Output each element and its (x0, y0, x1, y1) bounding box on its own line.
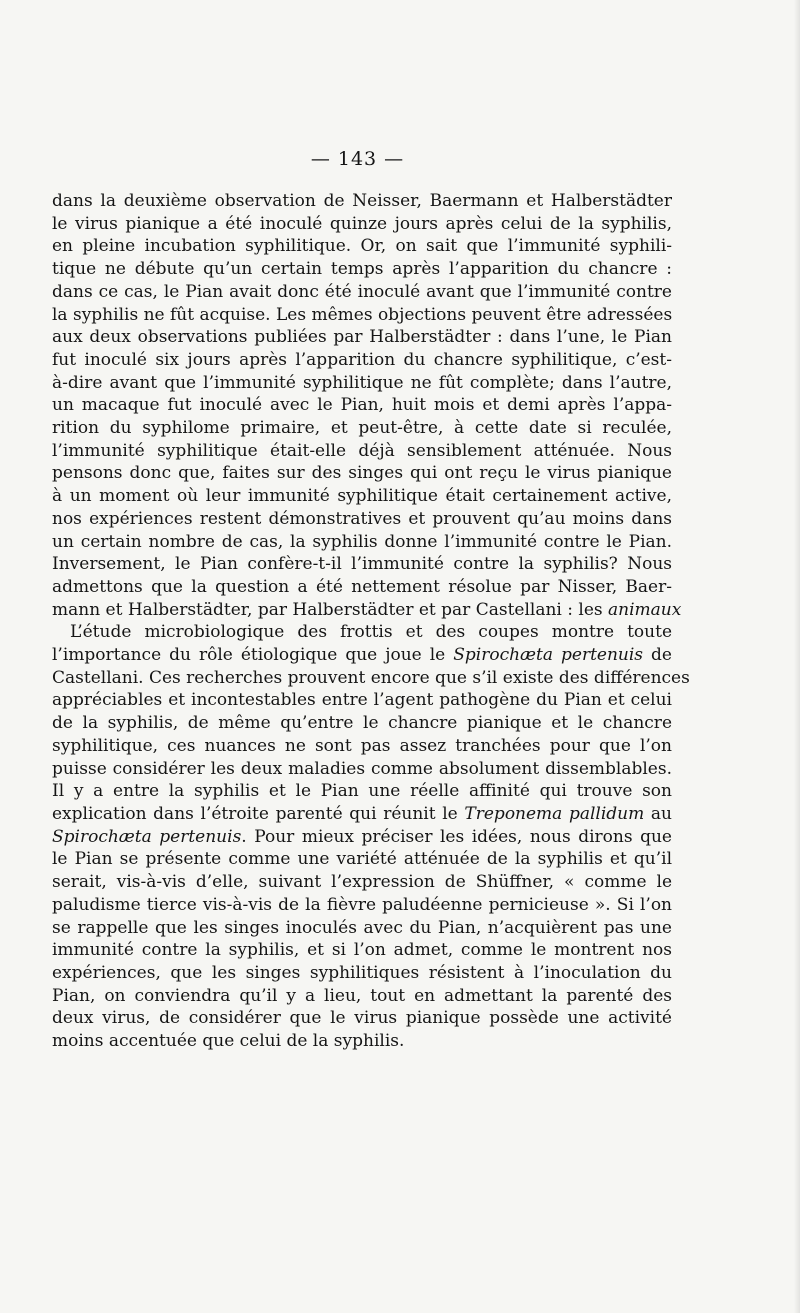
text-line (52, 281, 672, 304)
text-segment: au (644, 803, 673, 824)
text-line (52, 780, 672, 803)
text-segment: Pian, on conviendra qu’il y a lieu, tout en admettant la parenté des (52, 985, 672, 1006)
text-segment: le virus pianique a été inoculé quinze jours après celui de la syphilis, (52, 213, 672, 234)
text-segment: se rappelle que les singes inoculés avec du Pian, n’acquièrent pas une (52, 917, 672, 938)
text-line (52, 531, 672, 554)
text-line (52, 394, 672, 417)
text-line (52, 621, 672, 644)
text-line (52, 871, 672, 894)
text-line (52, 553, 672, 576)
text-line (52, 985, 672, 1008)
text-segment: Il y a entre la syphilis et le Pian une réelle affinité qui trouve son (52, 781, 672, 802)
italic-text: Treponema pallidum (464, 803, 645, 824)
body-text (52, 190, 690, 1053)
text-line (52, 1007, 672, 1030)
text-segment: L’étude microbiologique des frottis et des coupes montre toute (70, 622, 672, 643)
italic-text: animaux (608, 599, 682, 620)
text-line (52, 894, 672, 917)
text-line (52, 508, 672, 531)
text-segment: Castellani. Ces recherches prouvent encore que s’il existe des différences (52, 667, 690, 688)
text-line (52, 1030, 672, 1053)
scan-shadow-edge (794, 0, 800, 1313)
text-segment: l’importance du rôle étiologique que joue le (52, 645, 454, 666)
text-line (52, 712, 672, 735)
text-line (52, 372, 672, 395)
text-segment: à un moment où leur immunité syphilitique était certainement active, (52, 486, 672, 507)
text-segment: explication dans l’étroite parenté qui réunit le (52, 803, 465, 824)
text-segment: le Pian se présente comme une variété atténuée de la syphilis et qu’il (52, 849, 672, 870)
text-segment: rition du syphilome primaire, et peut-être, à cette date si reculée, (52, 418, 672, 439)
text-line (52, 599, 682, 622)
text-line (52, 258, 672, 281)
text-segment: nos expériences restent démonstratives et prouvent qu’au moins dans (52, 508, 672, 529)
text-line (52, 576, 672, 599)
text-line (52, 304, 672, 327)
text-segment: moins accentuée que celui de la syphilis. (52, 1031, 405, 1052)
text-segment: la syphilis ne fût acquise. Les mêmes objections peuvent être adressées (52, 304, 673, 325)
text-line (52, 826, 672, 849)
text-segment: puisse considérer les deux maladies comme absolument dissemblables. (52, 758, 672, 779)
text-line (52, 349, 672, 372)
text-line (52, 326, 672, 349)
text-segment: en pleine incubation syphilitique. Or, on sait que l’immunité syphili- (52, 236, 672, 257)
text-line (52, 190, 672, 213)
text-segment: de (643, 645, 672, 666)
text-segment: Inversement, le Pian confère-t-il l’immunité contre la syphilis? Nous (52, 554, 672, 575)
text-line (52, 213, 672, 236)
text-segment: fut inoculé six jours après l’apparition du chancre syphilitique, c’est- (52, 349, 672, 370)
text-segment: appréciables et incontestables entre l’agent pathogène du Pian et celui (52, 690, 672, 711)
text-segment: serait, vis-à-vis d’elle, suivant l’expression de Shüffner, « comme le (52, 872, 672, 893)
text-segment: mann et Halberstädter, par Halberstädter et par Castellani : les (52, 599, 609, 620)
italic-text: Spirochæta pertenuis (453, 645, 644, 666)
text-segment: expériences, que les singes syphilitiques résistent à l’inoculation du (52, 962, 672, 983)
text-segment: deux virus, de considérer que le virus pianique possède une activité (52, 1008, 672, 1029)
text-segment: à-dire avant que l’immunité syphilitique ne fût complète; dans l’autre, (52, 372, 672, 393)
text-segment: pensons donc que, faites sur des singes qui ont reçu le virus pianique (52, 463, 672, 484)
text-line (52, 848, 672, 871)
text-line (52, 939, 672, 962)
text-segment: aux deux observations publiées par Halberstädter : dans l’une, le Pian (52, 327, 672, 348)
text-line (52, 962, 672, 985)
text-segment: un certain nombre de cas, la syphilis donne l’immunité contre le Pian. (52, 531, 672, 552)
text-segment: de la syphilis, de même qu’entre le chancre pianique et le chancre (52, 713, 672, 734)
text-segment: tique ne débute qu’un certain temps après l’apparition du chancre : (52, 259, 672, 280)
text-line (52, 462, 672, 485)
text-segment: l’immunité syphilitique était-elle déjà sensiblement atténuée. Nous (52, 440, 672, 461)
text-line (52, 735, 672, 758)
text-segment: immunité contre la syphilis, et si l’on admet, comme le montrent nos (52, 940, 672, 961)
text-line (52, 803, 672, 826)
text-line (52, 440, 672, 463)
text-segment: dans la deuxième observation de Neisser, Baermann et Halberstädter (52, 191, 672, 211)
text-segment: dans ce cas, le Pian avait donc été inoculé avant que l’immunité contre (52, 281, 672, 302)
page-number: — 143 — (310, 148, 405, 170)
text-line (52, 644, 672, 667)
text-segment: syphilitique, ces nuances ne sont pas assez tranchées pour que l’on (52, 735, 672, 756)
text-line (52, 485, 672, 508)
text-segment: . Pour mieux préciser les idées, nous dirons que (241, 826, 672, 847)
text-line (52, 235, 672, 258)
text-line (52, 667, 690, 690)
text-line (52, 758, 672, 781)
text-line (52, 417, 672, 440)
text-segment: paludisme tierce vis-à-vis de la fièvre paludéenne pernicieuse ». Si l’on (52, 894, 672, 915)
text-line (52, 917, 672, 940)
italic-text: Spirochæta pertenuis (52, 826, 242, 847)
text-segment: un macaque fut inoculé avec le Pian, huit mois et demi après l’appa- (52, 395, 672, 416)
text-segment: admettons que la question a été nettement résolue par Nisser, Baer- (52, 576, 672, 597)
text-line (52, 689, 672, 712)
